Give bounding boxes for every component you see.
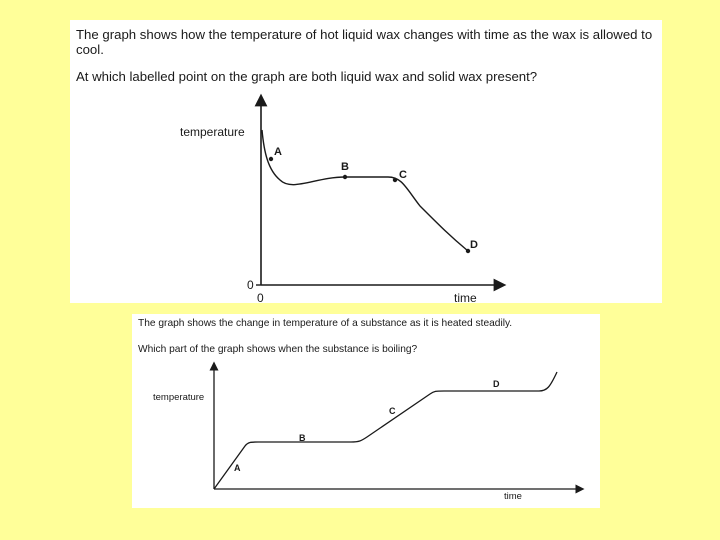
question-1-stem: The graph shows how the temperature of hot liquid wax changes with time as the wax is allowed to cool. — [76, 27, 653, 57]
heating-curve-line — [214, 372, 557, 489]
section-d-label: D — [493, 379, 500, 389]
x-axis-label: time — [454, 291, 477, 305]
heating-curve-graph — [132, 314, 600, 508]
point-c-marker — [393, 178, 397, 182]
cooling-curve-line — [262, 130, 468, 251]
cooling-curve-graph — [70, 20, 662, 303]
section-b-label: B — [299, 433, 306, 443]
point-d-label: D — [470, 239, 478, 251]
heating-curve-question-panel — [132, 314, 600, 508]
x-axis-label: time — [504, 491, 522, 502]
point-a-label: A — [274, 146, 282, 158]
question-1-prompt: At which labelled point on the graph are both liquid wax and solid wax present? — [76, 69, 538, 84]
y-axis-label: temperature — [180, 125, 245, 139]
point-b-label: B — [341, 161, 349, 173]
cooling-wax-question-panel — [70, 20, 662, 303]
section-a-label: A — [234, 463, 241, 473]
point-b-marker — [343, 175, 347, 179]
question-2-prompt: Which part of the graph shows when the substance is boiling? — [138, 344, 418, 355]
question-2-stem: The graph shows the change in temperature of a substance as it is heated steadily. — [138, 318, 513, 329]
point-a-marker — [269, 157, 273, 161]
x-origin-label: 0 — [257, 291, 264, 305]
point-c-label: C — [399, 169, 407, 181]
y-axis-label: temperature — [153, 392, 205, 403]
section-c-label: C — [389, 406, 396, 416]
y-origin-label: 0 — [247, 278, 254, 292]
